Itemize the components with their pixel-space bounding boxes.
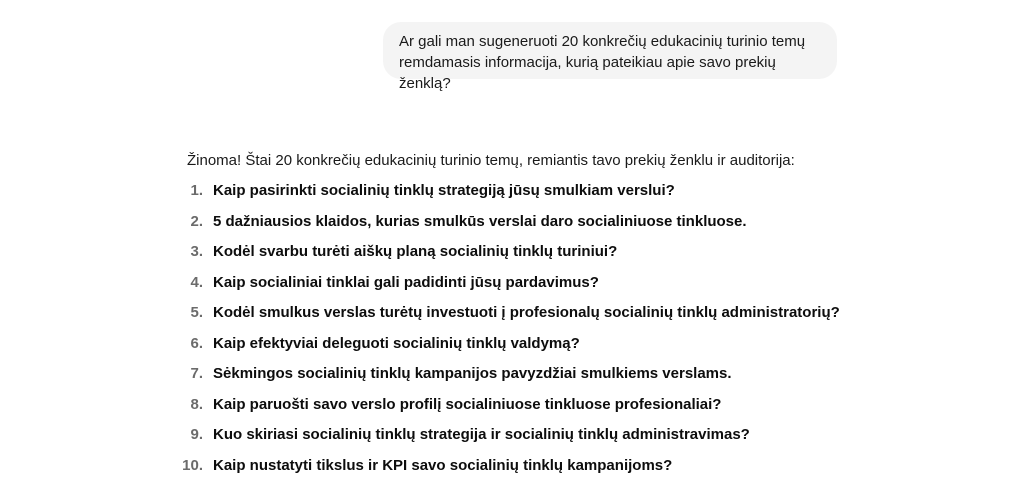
list-item	[187, 394, 887, 425]
list-item-number: 10.	[182, 456, 203, 474]
user-message-text: Ar gali man sugeneruoti 20 konkrečių edukacinių turinio temų remdamasis informacija, kurią pateikiau apie savo prekių ženklą?	[399, 33, 806, 92]
list-item-text: Kaip pasirinkti socialinių tinklų strategiją jūsų smulkiam verslui?	[213, 182, 675, 199]
list-item-text: Kuo skiriasi socialinių tinklų strategija ir socialinių tinklų administravimas?	[213, 426, 750, 443]
list-item-number: 4.	[190, 273, 203, 291]
list-item	[187, 211, 887, 242]
list-item-number: 2.	[190, 212, 203, 230]
list-item-number: 8.	[190, 395, 203, 413]
topic-list	[182, 180, 887, 485]
list-item-number: 9.	[190, 426, 203, 443]
list-item-text: Kaip efektyviai deleguoti socialinių tinklų valdymą?	[213, 334, 580, 352]
user-message-bubble	[383, 22, 837, 92]
assistant-intro-text: Žinoma! Štai 20 konkrečių edukacinių turinio temų, remiantis tavo prekių ženklu ir auditorija:	[187, 152, 795, 169]
list-item-text: Kaip socialiniai tinklai gali padidinti jūsų pardavimus?	[213, 273, 599, 291]
list-item	[187, 241, 887, 272]
list-item-text: 5 dažniausios klaidos, kurias smulkūs verslai daro socialiniuose tinkluose.	[213, 212, 747, 230]
list-item-number: 1.	[190, 182, 203, 199]
list-item-text: Kaip nustatyti tikslus ir KPI savo socialinių tinklų kampanijoms?	[213, 456, 673, 474]
list-item	[187, 424, 887, 455]
list-item	[187, 302, 887, 333]
list-item-number: 5.	[190, 304, 203, 321]
list-item-number: 3.	[190, 243, 203, 260]
list-item	[187, 363, 887, 394]
list-item-text: Kodėl smulkus verslas turėtų investuoti į profesionalų socialinių tinklų administratorių?	[213, 304, 840, 321]
list-item	[187, 333, 887, 364]
list-item-number: 6.	[190, 334, 203, 352]
list-item-text: Sėkmingos socialinių tinklų kampanijos pavyzdžiai smulkiems verslams.	[213, 365, 732, 382]
list-item-text: Kodėl svarbu turėti aiškų planą socialinių tinklų turiniui?	[213, 243, 618, 260]
list-item	[187, 272, 887, 303]
list-item-text: Kaip paruošti savo verslo profilį socialiniuose tinkluose profesionaliai?	[213, 395, 722, 413]
list-item	[182, 455, 887, 485]
list-item-number: 7.	[190, 365, 203, 382]
list-item	[187, 180, 887, 211]
assistant-message	[182, 150, 887, 485]
